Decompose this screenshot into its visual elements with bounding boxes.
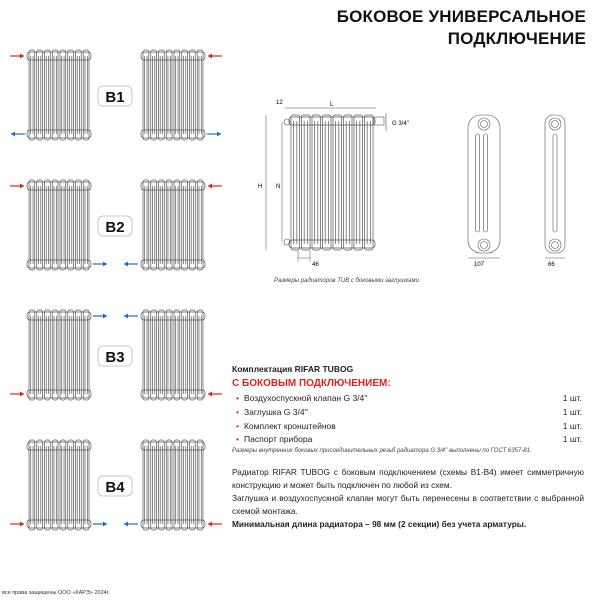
radiator-icon (141, 440, 205, 530)
radiator-icon (27, 310, 91, 400)
copyright: все права защищены ООО «КАРЭ» 2024г. (2, 590, 110, 596)
radiator-icon (27, 180, 91, 270)
svg-text:B4: B4 (105, 479, 125, 496)
svg-text:B3: B3 (105, 349, 125, 366)
supply-arrow-icon (208, 392, 222, 397)
radiator-icon (141, 50, 205, 140)
radiator-icon (141, 310, 205, 400)
return-arrow-icon (124, 262, 138, 267)
radiator-icon (27, 440, 91, 530)
kit-item: • Заглушка G 3/4'' 1 шт. (236, 407, 582, 417)
dim-66: 66 (548, 262, 555, 268)
return-arrow-icon (207, 132, 221, 137)
dim-L: L (330, 102, 334, 108)
supply-arrow-icon (10, 392, 24, 397)
technical-drawing (250, 90, 590, 280)
dim-107: 107 (474, 262, 485, 268)
supply-arrow-icon (10, 522, 24, 527)
kit-item: • Паспорт прибора 1 шт. (236, 434, 582, 444)
dim-12: 12 (276, 100, 283, 106)
dim-46: 46 (312, 262, 319, 268)
svg-text:B2: B2 (105, 219, 125, 236)
kit-note: Размеры внутренних боковых присоединительных резьб радиатора G 3/4'' выполнены по ГОСТ 6357-81. (232, 448, 532, 454)
kit-item: • Комплект кронштейнов 1 шт. (236, 421, 582, 431)
radiator-side-view-2col (545, 115, 565, 258)
kit-title: Комплектация RIFAR TUBOG (232, 364, 354, 374)
return-arrow-icon (93, 522, 107, 527)
supply-arrow-icon (208, 184, 222, 189)
thread-label: G 3/4'' (392, 121, 409, 127)
return-arrow-icon (11, 132, 25, 137)
scheme-label-b1 (98, 86, 132, 106)
supply-arrow-icon (10, 54, 24, 59)
dim-H: H (258, 184, 263, 190)
scheme-label-b3 (98, 346, 132, 366)
drawing-caption: Размеры радиаторов TUB с боковыми заглушками (274, 278, 419, 284)
kit-subtitle: С БОКОВЫМ ПОДКЛЮЧЕНИЕМ: (232, 378, 391, 389)
kit-item: • Воздухоспускной клапан G 3/4'' 1 шт. (236, 393, 582, 403)
connection-schemes (0, 30, 230, 590)
supply-arrow-icon (10, 184, 24, 189)
radiator-icon (141, 180, 205, 270)
radiator-icon (27, 50, 91, 140)
supply-arrow-icon (208, 54, 222, 59)
scheme-label-b4 (98, 476, 132, 496)
description: Радиатор RIFAR TUBOG с боковым подключением (схемы В1-В4) имеет симметричную конструкцию и может быть подключен по любой из схем. Заглушка и воздухоспускной клапан могут быть перенесены в соответствии с выбранной схемой монтажа. Минимальная длина радиатора – 98 мм (2 секции) без учета арматуры. (232, 467, 584, 529)
return-arrow-icon (124, 314, 138, 319)
scheme-label-b2 (98, 216, 132, 236)
page-title: БОКОВОЕ УНИВЕРСАЛЬНОЕ ПОДКЛЮЧЕНИЕ (336, 7, 586, 48)
return-arrow-icon (93, 262, 107, 267)
svg-text:B1: B1 (105, 89, 125, 106)
return-arrow-icon (93, 314, 107, 319)
radiator-icon (289, 115, 375, 250)
supply-arrow-icon (208, 522, 222, 527)
dim-N: N (276, 184, 281, 190)
radiator-side-view-3col (468, 115, 500, 258)
return-arrow-icon (124, 522, 138, 527)
